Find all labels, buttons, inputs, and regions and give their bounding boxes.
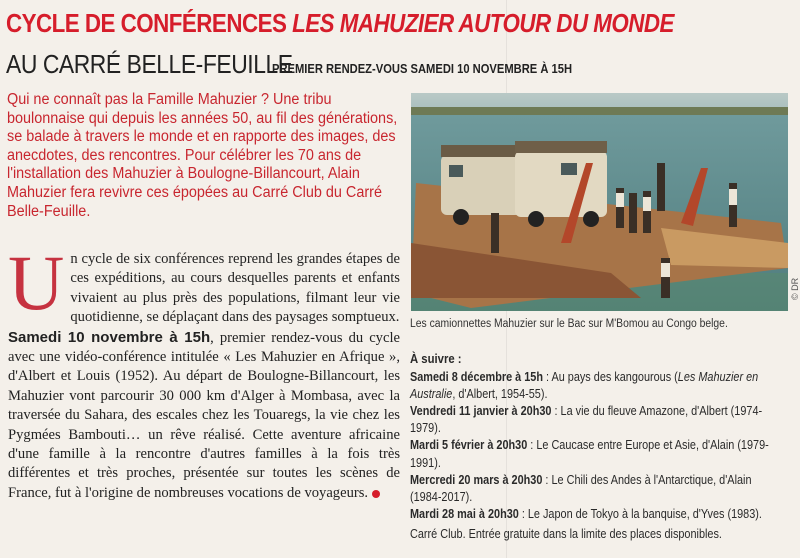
photo-van-2-roofrack: [515, 141, 607, 153]
upcoming-text: : Au pays des kangourous (: [542, 370, 678, 385]
ferry-photo-illustration: [411, 93, 788, 311]
title-series-name: LES MAHUZIER AUTOUR DU MONDE: [292, 8, 674, 38]
body-paragraph-1-text: n cycle de six conférences reprend les grandes étapes de ces expéditions, au cours desquelles parents et enfants vivaient au plus près des populations, filmant leur vie quotidienne, se déplaçant dans des paysages somptueux.: [70, 251, 400, 326]
article-photo: [411, 93, 788, 311]
event-date-highlight: Samedi 10 novembre à 15h: [8, 328, 211, 346]
body-paragraph-2-text: , premier rendez-vous du cycle avec une vidéo-conférence intitulée « Les Mahuzier en Afrique », d'Albert et Louis (1952). Au départ de Boulogne-Billancourt, les Mahuzier vont parcourir 30 000 km d'Alger à Mombasa, avec la traversée du Sahara, des escales chez les Touaregs, la vie chez les Pygmées Bambouti… un rêve réalisé. Cette aventure africaine d'une famille à la rencontre d'autres familles à la fois très différentes et très proches, présentée sur toutes les scènes de France, fut à l'origine de nombreuses vocations de voyageurs.: [8, 329, 400, 501]
upcoming-sessions: [410, 350, 784, 523]
body-paragraph-2: [8, 328, 400, 504]
venue-name: AU CARRÉ BELLE-FEUILLE: [6, 49, 293, 79]
photo-caption: Les camionnettes Mahuzier sur le Bac sur M'Bomou au Congo belge.: [410, 318, 728, 330]
upcoming-item: [410, 369, 784, 403]
lead-paragraph: Qui ne connaît pas la Famille Mahuzier ? Une tribu boulonnaise qui depuis les années 50, au fil des générations, se balade à travers le monde et en rapporte des images, des anecdotes, des rencontres. Pour célébrer les 70 ans de l'installation des Mahuzier à Boulogne-Billancourt, Alain Mahuzier fera revivre ces épopées au Carré Club du Carré Belle-Feuille.: [7, 91, 398, 220]
upcoming-item: [410, 472, 784, 506]
upcoming-text: : Le Caucase entre Europe et Asie, d'Alain (1979-1991).: [410, 438, 769, 470]
upcoming-text: , d'Albert, 1954-55).: [452, 387, 548, 402]
upcoming-date: Samedi 8 décembre à 15h: [410, 370, 543, 385]
photo-far-shore: [411, 107, 788, 115]
upcoming-date: Mercredi 20 mars à 20h30: [410, 472, 543, 487]
photo-van-1-roofrack: [441, 145, 523, 157]
end-bullet-icon: [372, 490, 380, 498]
upcoming-text: : Le Chili des Andes à l'Antarctique, d'Alain (1984-2017).: [410, 472, 752, 504]
admission-note: Carré Club. Entrée gratuite dans la limite des places disponibles.: [410, 527, 722, 541]
article-body: [8, 239, 400, 503]
photo-wheel: [583, 211, 599, 227]
photo-van-1: [441, 155, 523, 215]
upcoming-item: [410, 403, 784, 437]
photo-wheel: [453, 209, 469, 225]
title-main: CYCLE DE CONFÉRENCES: [6, 8, 287, 38]
upcoming-date: Mardi 28 mai à 20h30: [410, 506, 519, 521]
photo-van-1-window: [449, 165, 463, 177]
drop-cap: U: [8, 239, 65, 326]
upcoming-date: Mardi 5 février à 20h30: [410, 438, 528, 453]
upcoming-item: [410, 437, 784, 471]
upcoming-title-italic: Les Mahuzier en Australie: [410, 370, 759, 402]
upcoming-heading: À suivre :: [410, 351, 462, 366]
photo-credit: © DR: [790, 277, 800, 300]
article-title: [6, 8, 685, 38]
upcoming-text: : Le Japon de Tokyo à la banquise, d'Yves (1983).: [518, 506, 762, 521]
body-paragraph-1: [8, 239, 400, 328]
upcoming-date: Vendredi 11 janvier à 20h30: [410, 404, 552, 419]
upcoming-text: : La vie du fleuve Amazone, d'Albert (1974-1979).: [410, 404, 763, 436]
photo-wheel: [528, 211, 544, 227]
photo-van-2: [515, 151, 607, 217]
first-date-kicker: PREMIER RENDEZ-VOUS SAMEDI 10 NOVEMBRE À 15H: [272, 61, 573, 76]
upcoming-item: [410, 506, 784, 523]
photo-van-2-window: [561, 163, 577, 175]
